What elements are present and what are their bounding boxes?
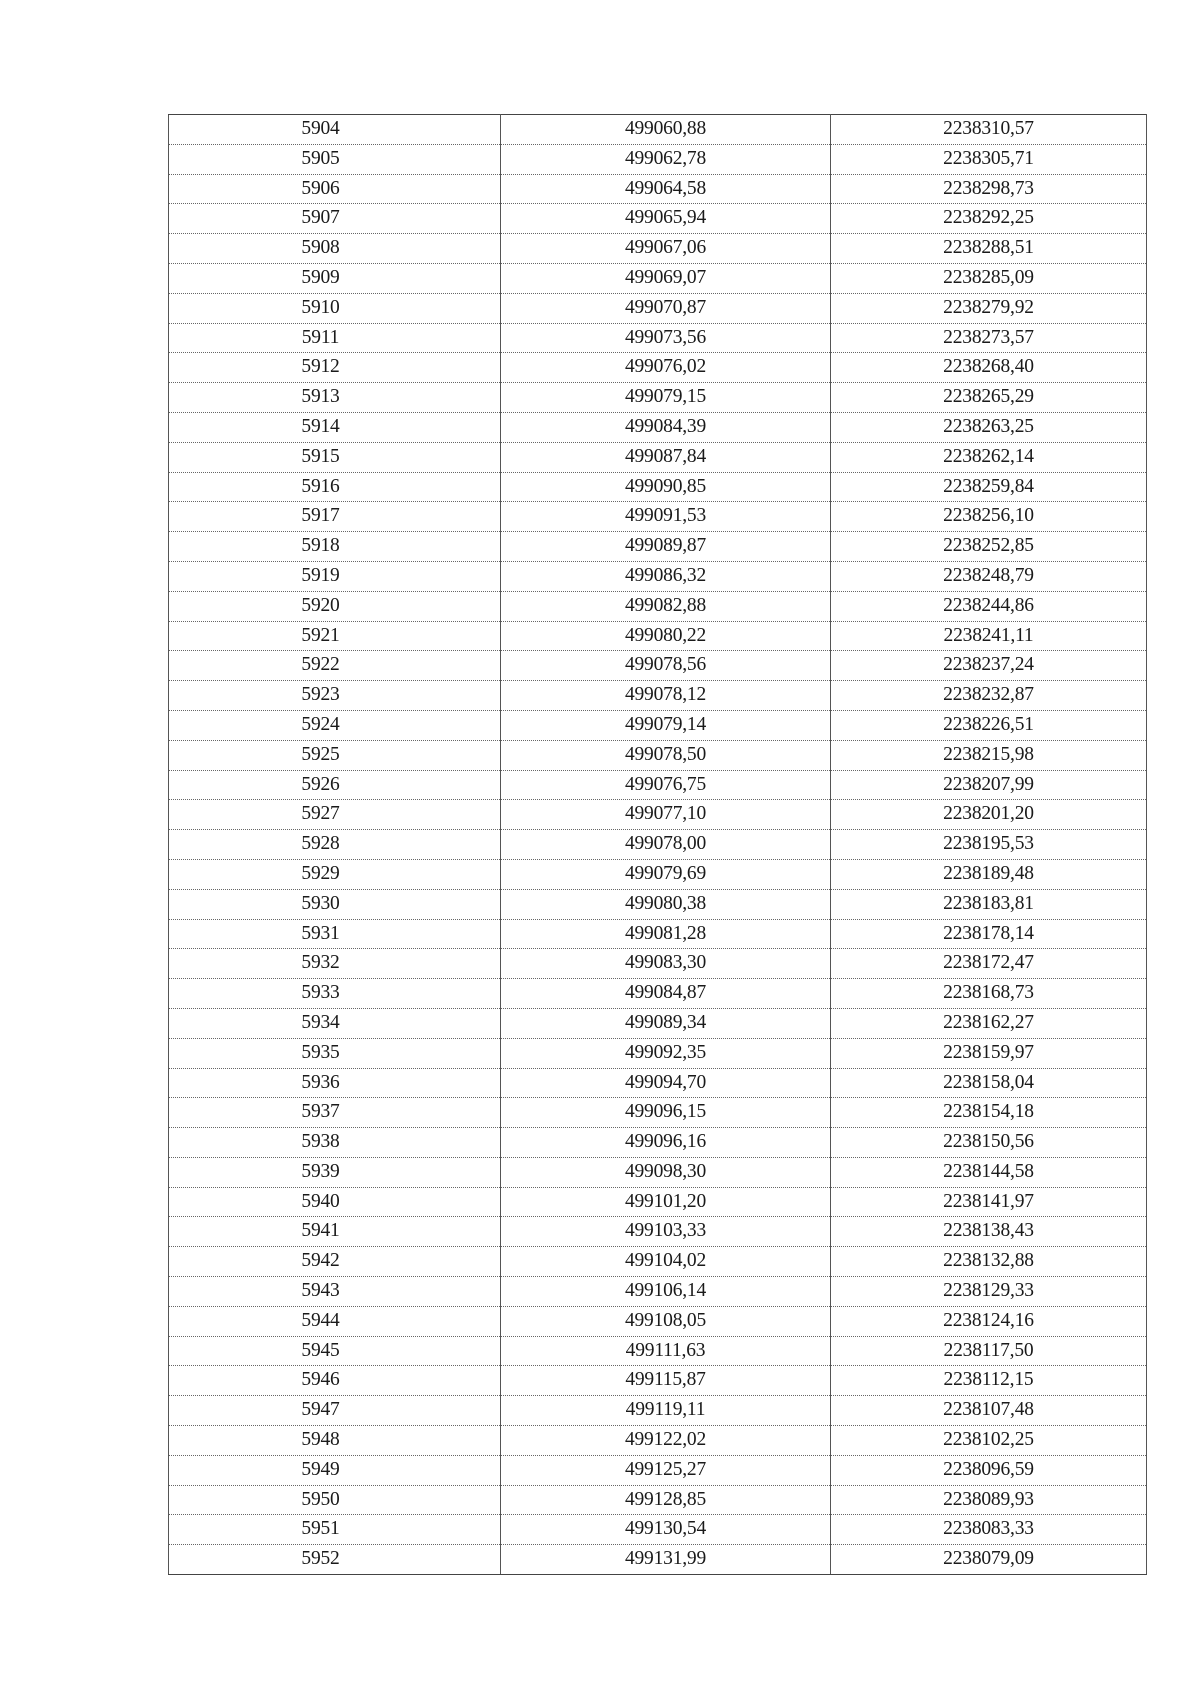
- x-coordinate-cell: 499130,54: [501, 1515, 831, 1545]
- x-coordinate-cell: 499087,84: [501, 442, 831, 472]
- table-row: [169, 1515, 1147, 1545]
- point-number-cell: 5911: [169, 323, 501, 353]
- table-row: [169, 1366, 1147, 1396]
- table-row: [169, 115, 1147, 145]
- point-number-cell: 5929: [169, 859, 501, 889]
- point-number-cell: 5936: [169, 1068, 501, 1098]
- y-coordinate-cell: 2238263,25: [831, 412, 1147, 442]
- table-row: [169, 1157, 1147, 1187]
- point-number-cell: 5915: [169, 442, 501, 472]
- table-row: [169, 234, 1147, 264]
- y-coordinate-cell: 2238279,92: [831, 293, 1147, 323]
- table-row: [169, 651, 1147, 681]
- table-row: [169, 1187, 1147, 1217]
- y-coordinate-cell: 2238168,73: [831, 979, 1147, 1009]
- point-number-cell: 5939: [169, 1157, 501, 1187]
- y-coordinate-cell: 2238172,47: [831, 949, 1147, 979]
- point-number-cell: 5907: [169, 204, 501, 234]
- x-coordinate-cell: 499077,10: [501, 800, 831, 830]
- y-coordinate-cell: 2238285,09: [831, 263, 1147, 293]
- table-row: [169, 1217, 1147, 1247]
- x-coordinate-cell: 499079,15: [501, 383, 831, 413]
- point-number-cell: 5940: [169, 1187, 501, 1217]
- x-coordinate-cell: 499076,02: [501, 353, 831, 383]
- x-coordinate-cell: 499108,05: [501, 1306, 831, 1336]
- table-row: [169, 1455, 1147, 1485]
- x-coordinate-cell: 499086,32: [501, 561, 831, 591]
- point-number-cell: 5950: [169, 1485, 501, 1515]
- table-row: [169, 502, 1147, 532]
- point-number-cell: 5935: [169, 1038, 501, 1068]
- table-row: [169, 681, 1147, 711]
- table-row: [169, 740, 1147, 770]
- x-coordinate-cell: 499079,14: [501, 710, 831, 740]
- x-coordinate-cell: 499128,85: [501, 1485, 831, 1515]
- point-number-cell: 5928: [169, 830, 501, 860]
- y-coordinate-cell: 2238310,57: [831, 115, 1147, 145]
- x-coordinate-cell: 499076,75: [501, 770, 831, 800]
- table-row: [169, 830, 1147, 860]
- table-row: [169, 293, 1147, 323]
- y-coordinate-cell: 2238159,97: [831, 1038, 1147, 1068]
- point-number-cell: 5942: [169, 1247, 501, 1277]
- y-coordinate-cell: 2238262,14: [831, 442, 1147, 472]
- table-row: [169, 859, 1147, 889]
- y-coordinate-cell: 2238305,71: [831, 144, 1147, 174]
- point-number-cell: 5921: [169, 621, 501, 651]
- table-row: [169, 1068, 1147, 1098]
- point-number-cell: 5937: [169, 1098, 501, 1128]
- y-coordinate-cell: 2238089,93: [831, 1485, 1147, 1515]
- x-coordinate-cell: 499131,99: [501, 1545, 831, 1575]
- x-coordinate-cell: 499067,06: [501, 234, 831, 264]
- point-number-cell: 5904: [169, 115, 501, 145]
- y-coordinate-cell: 2238201,20: [831, 800, 1147, 830]
- y-coordinate-cell: 2238232,87: [831, 681, 1147, 711]
- y-coordinate-cell: 2238162,27: [831, 1008, 1147, 1038]
- y-coordinate-cell: 2238132,88: [831, 1247, 1147, 1277]
- point-number-cell: 5930: [169, 889, 501, 919]
- table-row: [169, 323, 1147, 353]
- point-number-cell: 5905: [169, 144, 501, 174]
- point-number-cell: 5943: [169, 1277, 501, 1307]
- y-coordinate-cell: 2238252,85: [831, 532, 1147, 562]
- table-row: [169, 979, 1147, 1009]
- point-number-cell: 5910: [169, 293, 501, 323]
- point-number-cell: 5908: [169, 234, 501, 264]
- table-row: [169, 383, 1147, 413]
- x-coordinate-cell: 499104,02: [501, 1247, 831, 1277]
- x-coordinate-cell: 499094,70: [501, 1068, 831, 1098]
- point-number-cell: 5924: [169, 710, 501, 740]
- x-coordinate-cell: 499064,58: [501, 174, 831, 204]
- point-number-cell: 5913: [169, 383, 501, 413]
- y-coordinate-cell: 2238265,29: [831, 383, 1147, 413]
- x-coordinate-cell: 499091,53: [501, 502, 831, 532]
- point-number-cell: 5914: [169, 412, 501, 442]
- table-row: [169, 1008, 1147, 1038]
- table-row: [169, 1396, 1147, 1426]
- x-coordinate-cell: 499106,14: [501, 1277, 831, 1307]
- y-coordinate-cell: 2238273,57: [831, 323, 1147, 353]
- y-coordinate-cell: 2238259,84: [831, 472, 1147, 502]
- table-row: [169, 532, 1147, 562]
- y-coordinate-cell: 2238244,86: [831, 591, 1147, 621]
- point-number-cell: 5912: [169, 353, 501, 383]
- x-coordinate-cell: 499070,87: [501, 293, 831, 323]
- point-number-cell: 5922: [169, 651, 501, 681]
- y-coordinate-cell: 2238237,24: [831, 651, 1147, 681]
- table-row: [169, 800, 1147, 830]
- point-number-cell: 5946: [169, 1366, 501, 1396]
- point-number-cell: 5941: [169, 1217, 501, 1247]
- point-number-cell: 5951: [169, 1515, 501, 1545]
- x-coordinate-cell: 499119,11: [501, 1396, 831, 1426]
- point-number-cell: 5938: [169, 1128, 501, 1158]
- x-coordinate-cell: 499084,39: [501, 412, 831, 442]
- y-coordinate-cell: 2238096,59: [831, 1455, 1147, 1485]
- x-coordinate-cell: 499096,16: [501, 1128, 831, 1158]
- y-coordinate-cell: 2238124,16: [831, 1306, 1147, 1336]
- x-coordinate-cell: 499062,78: [501, 144, 831, 174]
- table-row: [169, 1038, 1147, 1068]
- point-number-cell: 5952: [169, 1545, 501, 1575]
- x-coordinate-cell: 499082,88: [501, 591, 831, 621]
- table-row: [169, 174, 1147, 204]
- point-number-cell: 5932: [169, 949, 501, 979]
- point-number-cell: 5947: [169, 1396, 501, 1426]
- table-row: [169, 1336, 1147, 1366]
- x-coordinate-cell: 499078,00: [501, 830, 831, 860]
- point-number-cell: 5918: [169, 532, 501, 562]
- x-coordinate-cell: 499078,50: [501, 740, 831, 770]
- point-number-cell: 5917: [169, 502, 501, 532]
- point-number-cell: 5909: [169, 263, 501, 293]
- y-coordinate-cell: 2238248,79: [831, 561, 1147, 591]
- point-number-cell: 5933: [169, 979, 501, 1009]
- table-row: [169, 204, 1147, 234]
- table-row: [169, 889, 1147, 919]
- y-coordinate-cell: 2238079,09: [831, 1545, 1147, 1575]
- x-coordinate-cell: 499083,30: [501, 949, 831, 979]
- table-row: [169, 1426, 1147, 1456]
- table-row: [169, 353, 1147, 383]
- y-coordinate-cell: 2238112,15: [831, 1366, 1147, 1396]
- x-coordinate-cell: 499122,02: [501, 1426, 831, 1456]
- point-number-cell: 5923: [169, 681, 501, 711]
- coordinates-table: [168, 114, 1147, 1575]
- y-coordinate-cell: 2238207,99: [831, 770, 1147, 800]
- point-number-cell: 5934: [169, 1008, 501, 1038]
- table-row: [169, 472, 1147, 502]
- table-row: [169, 710, 1147, 740]
- x-coordinate-cell: 499111,63: [501, 1336, 831, 1366]
- table-row: [169, 1247, 1147, 1277]
- table-row: [169, 770, 1147, 800]
- x-coordinate-cell: 499065,94: [501, 204, 831, 234]
- y-coordinate-cell: 2238195,53: [831, 830, 1147, 860]
- y-coordinate-cell: 2238256,10: [831, 502, 1147, 532]
- table-row: [169, 949, 1147, 979]
- x-coordinate-cell: 499090,85: [501, 472, 831, 502]
- point-number-cell: 5931: [169, 919, 501, 949]
- table-row: [169, 144, 1147, 174]
- x-coordinate-cell: 499078,12: [501, 681, 831, 711]
- y-coordinate-cell: 2238138,43: [831, 1217, 1147, 1247]
- point-number-cell: 5948: [169, 1426, 501, 1456]
- table-row: [169, 591, 1147, 621]
- x-coordinate-cell: 499078,56: [501, 651, 831, 681]
- x-coordinate-cell: 499115,87: [501, 1366, 831, 1396]
- point-number-cell: 5919: [169, 561, 501, 591]
- point-number-cell: 5925: [169, 740, 501, 770]
- x-coordinate-cell: 499069,07: [501, 263, 831, 293]
- y-coordinate-cell: 2238129,33: [831, 1277, 1147, 1307]
- x-coordinate-cell: 499089,34: [501, 1008, 831, 1038]
- table-row: [169, 1545, 1147, 1575]
- point-number-cell: 5944: [169, 1306, 501, 1336]
- x-coordinate-cell: 499080,22: [501, 621, 831, 651]
- x-coordinate-cell: 499125,27: [501, 1455, 831, 1485]
- x-coordinate-cell: 499103,33: [501, 1217, 831, 1247]
- y-coordinate-cell: 2238288,51: [831, 234, 1147, 264]
- x-coordinate-cell: 499092,35: [501, 1038, 831, 1068]
- y-coordinate-cell: 2238144,58: [831, 1157, 1147, 1187]
- table-row: [169, 1485, 1147, 1515]
- x-coordinate-cell: 499084,87: [501, 979, 831, 1009]
- y-coordinate-cell: 2238102,25: [831, 1426, 1147, 1456]
- x-coordinate-cell: 499081,28: [501, 919, 831, 949]
- point-number-cell: 5920: [169, 591, 501, 621]
- table-row: [169, 263, 1147, 293]
- x-coordinate-cell: 499073,56: [501, 323, 831, 353]
- x-coordinate-cell: 499098,30: [501, 1157, 831, 1187]
- point-number-cell: 5949: [169, 1455, 501, 1485]
- table-row: [169, 1128, 1147, 1158]
- x-coordinate-cell: 499096,15: [501, 1098, 831, 1128]
- table-row: [169, 561, 1147, 591]
- y-coordinate-cell: 2238117,50: [831, 1336, 1147, 1366]
- y-coordinate-cell: 2238150,56: [831, 1128, 1147, 1158]
- y-coordinate-cell: 2238158,04: [831, 1068, 1147, 1098]
- table-row: [169, 412, 1147, 442]
- table-row: [169, 621, 1147, 651]
- y-coordinate-cell: 2238189,48: [831, 859, 1147, 889]
- y-coordinate-cell: 2238241,11: [831, 621, 1147, 651]
- point-number-cell: 5906: [169, 174, 501, 204]
- x-coordinate-cell: 499079,69: [501, 859, 831, 889]
- y-coordinate-cell: 2238226,51: [831, 710, 1147, 740]
- y-coordinate-cell: 2238107,48: [831, 1396, 1147, 1426]
- coordinates-table-body: [169, 115, 1147, 1575]
- table-row: [169, 1306, 1147, 1336]
- y-coordinate-cell: 2238141,97: [831, 1187, 1147, 1217]
- table-row: [169, 1098, 1147, 1128]
- point-number-cell: 5927: [169, 800, 501, 830]
- point-number-cell: 5916: [169, 472, 501, 502]
- y-coordinate-cell: 2238268,40: [831, 353, 1147, 383]
- x-coordinate-cell: 499101,20: [501, 1187, 831, 1217]
- point-number-cell: 5945: [169, 1336, 501, 1366]
- y-coordinate-cell: 2238154,18: [831, 1098, 1147, 1128]
- y-coordinate-cell: 2238083,33: [831, 1515, 1147, 1545]
- x-coordinate-cell: 499080,38: [501, 889, 831, 919]
- y-coordinate-cell: 2238183,81: [831, 889, 1147, 919]
- x-coordinate-cell: 499060,88: [501, 115, 831, 145]
- point-number-cell: 5926: [169, 770, 501, 800]
- y-coordinate-cell: 2238178,14: [831, 919, 1147, 949]
- table-row: [169, 919, 1147, 949]
- table-row: [169, 1277, 1147, 1307]
- y-coordinate-cell: 2238298,73: [831, 174, 1147, 204]
- y-coordinate-cell: 2238215,98: [831, 740, 1147, 770]
- x-coordinate-cell: 499089,87: [501, 532, 831, 562]
- y-coordinate-cell: 2238292,25: [831, 204, 1147, 234]
- table-row: [169, 442, 1147, 472]
